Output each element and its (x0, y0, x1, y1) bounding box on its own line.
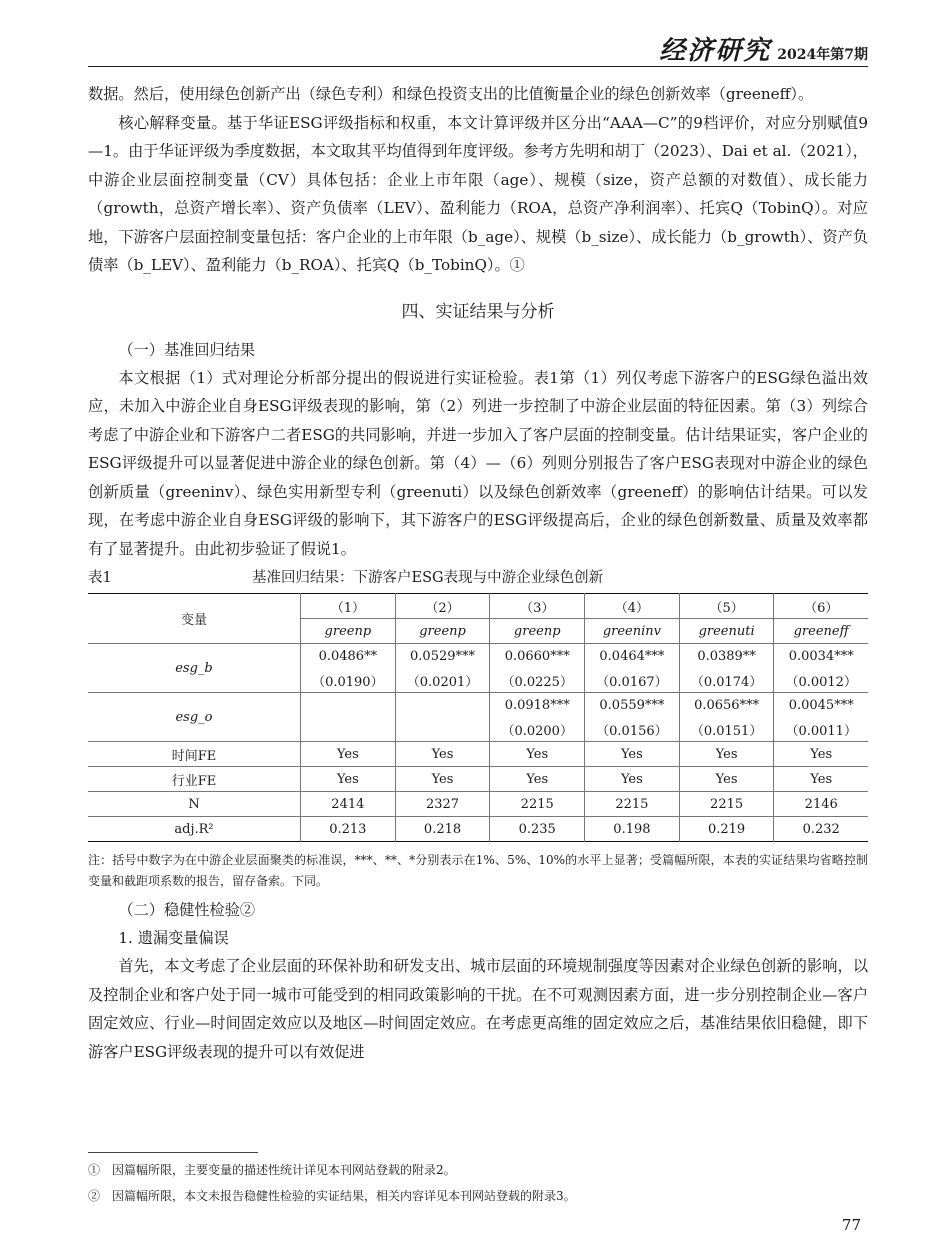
row-label-esg-o: esg_o (88, 693, 301, 742)
table-cell: 0.0559*** (585, 693, 680, 718)
footnotes (88, 1152, 868, 1209)
footnote-rule (88, 1152, 258, 1153)
paragraph-2: 核心解释变量。基于华证ESG评级指标和权重，本文计算评级并区分出“AAA—C”的9档评价，对应分别赋值9—1。由于华证评级为季度数据，本文取其平均值得到年度评级。参考方先明和胡丁（2023）、Dai et al.（2021），中游企业层面控制变量（CV）具体包括：企业上市年限（age）、规模（size，资产总额的对数值）、成长能力（growth，总资产增长率）、资产负债率（LEV）、盈利能力（ROA，总资产净利润率）、托宾Q（TobinQ）。对应地，下游客户层面控制变量包括：客户企业的上市年限（b_age）、规模（b_size）、成长能力（b_growth）、资产负债率（b_LEV）、盈利能力（b_ROA）、托宾Q（b_TobinQ）。① (88, 113, 868, 274)
depvar-header: greeneff (774, 619, 868, 644)
col-header: （4） (585, 594, 680, 619)
table-cell: 0.0529*** (395, 644, 490, 669)
table-cell: 0.0660*** (490, 644, 585, 669)
table-cell (301, 693, 396, 718)
footnote-1: ① 因篇幅所限，主要变量的描述性统计详见本刊网站登载的附录2。 (88, 1163, 456, 1177)
table-cell: Yes (679, 767, 774, 792)
running-header (88, 30, 868, 67)
table-row-time-fe (88, 742, 868, 767)
table-row-n (88, 792, 868, 817)
depvar-header: greenp (395, 619, 490, 644)
table-cell: 0.235 (490, 817, 585, 842)
row-label-r2: adj.R² (88, 817, 301, 842)
table-cell: （0.0190） (301, 668, 396, 693)
col-header: （2） (395, 594, 490, 619)
table-cell: （0.0225） (490, 668, 585, 693)
footnote-2: ② 因篇幅所限，本文未报告稳健性检验的实证结果，相关内容详见本刊网站登载的附录3。 (88, 1189, 576, 1203)
col-header: （5） (679, 594, 774, 619)
table-cell: Yes (490, 742, 585, 767)
table-cell (395, 717, 490, 742)
table-cell: 0.0389** (679, 644, 774, 669)
paragraph-4: 首先，本文考虑了企业层面的环保补助和研发支出、城市层面的环境规制强度等因素对企业绿色创新的影响，以及控制企业和客户处于同一城市可能受到的相同政策影响的干扰。在不可观测因素方面，进一步分别控制企业—客户固定效应、行业—时间固定效应以及地区—时间固定效应。在考虑更高维的固定效应之后，基准结果依旧稳健，即下游客户ESG评级表现的提升可以有效促进 (88, 957, 868, 1061)
table-cell: 0.219 (679, 817, 774, 842)
var-header: 变量 (88, 594, 301, 644)
table-cell: Yes (585, 742, 680, 767)
table-caption (88, 567, 868, 589)
table-cell: 0.0486** (301, 644, 396, 669)
row-label-n: N (88, 792, 301, 817)
table-cell: （0.0200） (490, 717, 585, 742)
paragraph-1: 数据。然后，使用绿色创新产出（绿色专利）和绿色投资支出的比值衡量企业的绿色创新效率（greeneff）。 (88, 85, 814, 103)
table-cell: 0.0656*** (679, 693, 774, 718)
table-cell (395, 693, 490, 718)
table-cell: Yes (395, 767, 490, 792)
table-cell: 0.218 (395, 817, 490, 842)
col-header: （3） (490, 594, 585, 619)
table-cell: 2215 (679, 792, 774, 817)
paragraph-3: 本文根据（1）式对理论分析部分提出的假说进行实证检验。表1第（1）列仅考虑下游客户的ESG绿色溢出效应，未加入中游企业自身ESG评级表现的影响，第（2）列进一步控制了中游企业层面的特征因素。第（3）列综合考虑了中游企业和下游客户二者ESG的共同影响，并进一步加入了客户层面的控制变量。估计结果证实，客户企业的ESG评级提升可以显著促进中游企业的绿色创新。第（4）—（6）列则分别报告了客户ESG表现对中游企业的绿色创新质量（greeninv）、绿色实用新型专利（greenuti）以及绿色创新效率（greeneff）的影响估计结果。可以发现，在考虑中游企业自身ESG评级的影响下，其下游客户的ESG评级提高后，企业的绿色创新数量、质量及效率都有了显著提升。由此初步验证了假说1。 (88, 368, 868, 558)
depvar-header: greenp (490, 619, 585, 644)
table-cell: 0.0464*** (585, 644, 680, 669)
table-note: 注：括号中数字为在中游企业层面聚类的标准误，***、**、*分别表示在1%、5%、10%的水平上显著；受篇幅所限，本表的实证结果均省略控制变量和截距项系数的报告，留存备索。下同。 (88, 853, 868, 888)
table-cell: Yes (679, 742, 774, 767)
row-label-ind-fe: 行业FE (88, 767, 301, 792)
table-cell: Yes (585, 767, 680, 792)
table-cell: 0.232 (802, 821, 840, 837)
table-row-esg-o-coef (88, 693, 868, 718)
page-number: 77 (841, 1216, 861, 1234)
table-cell: 2215 (585, 792, 680, 817)
table-cell: 0.0034*** (788, 648, 854, 664)
table-row-ind-fe (88, 767, 868, 792)
col-header: （6） (774, 594, 868, 619)
table-cell: Yes (490, 767, 585, 792)
table-title: 基准回归结果：下游客户ESG表现与中游企业绿色创新 (252, 570, 604, 586)
table-cell: 2414 (301, 792, 396, 817)
table-cell: 2327 (395, 792, 490, 817)
table-cell: （0.0151） (679, 717, 774, 742)
subsection-title-3: 1. 遗漏变量偏误 (118, 929, 229, 947)
col-header: （1） (301, 594, 396, 619)
table-cell: Yes (774, 742, 868, 767)
table-cell: Yes (774, 767, 868, 792)
section-title: 四、实证结果与分析 (401, 301, 555, 322)
table-cell: （0.0012） (774, 668, 868, 693)
row-label-esg-b: esg_b (88, 644, 301, 693)
table-cell: （0.0174） (679, 668, 774, 693)
table-cell: Yes (301, 767, 396, 792)
depvar-header: greeninv (585, 619, 680, 644)
regression-table (88, 593, 868, 842)
table-cell: （0.0156） (585, 717, 680, 742)
table-cell (301, 717, 396, 742)
row-label-time-fe: 时间FE (88, 742, 301, 767)
table-cell: （0.0201） (395, 668, 490, 693)
table-cell: Yes (395, 742, 490, 767)
table-cell: 0.213 (301, 817, 396, 842)
subsection-title-1: （一）基准回归结果 (118, 340, 256, 359)
table-cell: 0.198 (585, 817, 680, 842)
table-cell: 0.0045*** (788, 697, 854, 713)
depvar-header: greenp (301, 619, 396, 644)
table-row-esg-b-coef (88, 644, 868, 669)
table-header-row-1 (88, 594, 868, 619)
table-row-r2 (88, 817, 868, 842)
table-cell: 2215 (490, 792, 585, 817)
table-cell: （0.0011） (774, 717, 868, 742)
issue-label: 2024年第7期 (777, 47, 868, 63)
journal-name: 经济研究 (659, 36, 772, 66)
table-cell: （0.0167） (585, 668, 680, 693)
table-cell: 0.0918*** (490, 693, 585, 718)
depvar-header: greenuti (679, 619, 774, 644)
table-cell: Yes (301, 742, 396, 767)
main-text (88, 80, 868, 1066)
table-cell: 2146 (774, 792, 868, 817)
journal-logo (659, 30, 868, 67)
subsection-title-2: （二）稳健性检验② (118, 901, 256, 919)
table-number: 表1 (88, 570, 112, 586)
